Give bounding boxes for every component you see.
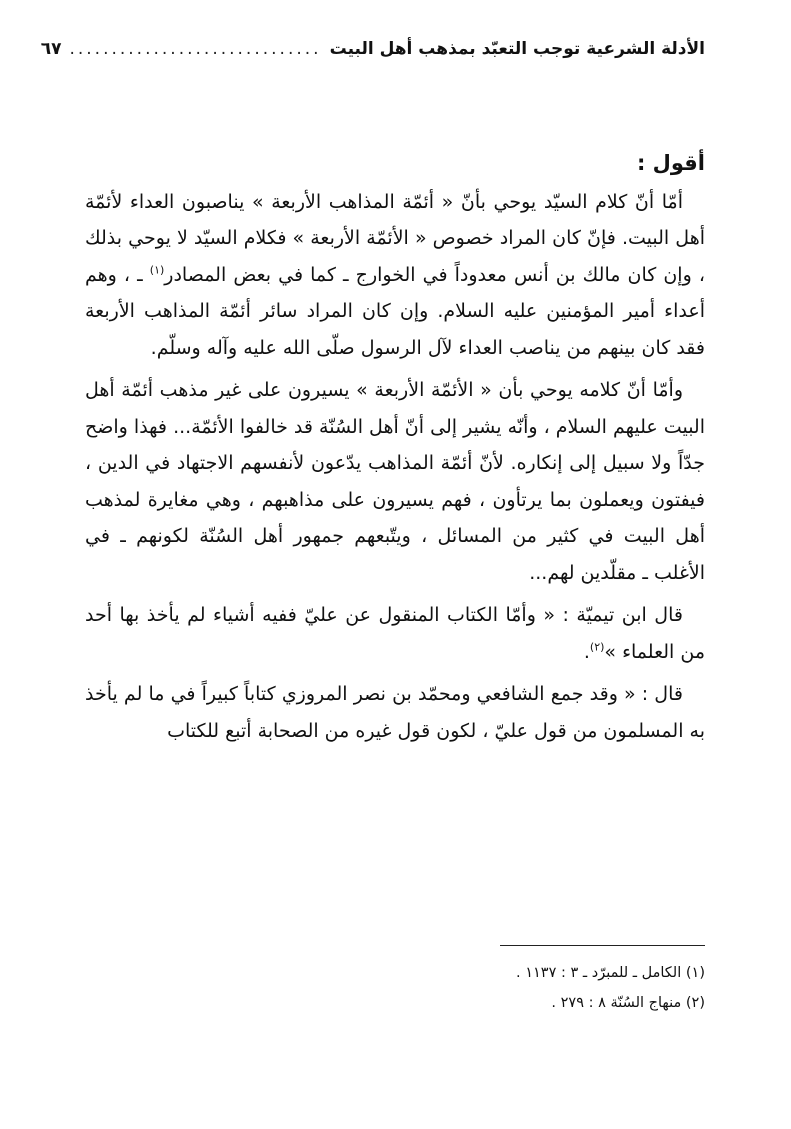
running-header <box>40 34 705 64</box>
footnote-divider <box>500 945 705 946</box>
paragraph-3-text-a: قال ابن تيميّة : « وأمّا الكتاب المنقول عن عليّ ففيه أشياء لم يأخذ بها أحد من العلماء » <box>85 604 705 663</box>
footnote-2: (٢) منهاج السُنّة ٨ : ٢٧٩ . <box>551 995 705 1011</box>
paragraph-4: قال : « وقد جمع الشافعي ومحمّد بن نصر المروزي كتاباً كبيراً في ما لم يأخذ به المسلمون من قول عليّ ، لكون قول غيره من الصحابة أتبع للكتاب <box>85 683 705 742</box>
paragraph-1 <box>85 184 705 367</box>
paragraph-3-text-b: . <box>583 640 590 663</box>
section-heading: أقول : <box>636 151 705 175</box>
footnote-ref-2[interactable]: (٢) <box>589 640 605 654</box>
header-title: الأدلة الشرعية توجب التعبّد بمذهب أهل البيت <box>329 39 705 59</box>
page-number: ٦٧ <box>40 39 62 59</box>
paragraph-1-text-b: ـ ، وهم أعداء أمير المؤمنين عليه السلام. وإن كان المراد سائر أئمّة المذاهب الأربعة فقد كان بينهم من يناصب العداء لآل الرسول صلّى الله عليه وآله وسلّم. <box>85 263 705 359</box>
header-dot-leader: .............................. <box>69 39 322 59</box>
paragraph-2: وأمّا أنّ كلامه يوحي بأن « الأئمّة الأربعة » يسيرون على غير مذهب أئمّة أهل البيت عليهم السلام ، وأنّه يشير إلى أنّ أهل السُنّة قد خالفوا الأئمّة... فهذا واضح جدّاً ولا سبيل إلى إنكاره. لأنّ أئمّة المذاهب يدّعون لأنفسهم الاجتهاد في الدين ، فيفتون ويعملون بما يرتأون ، فهم يسيرون على مذاهبهم ، وهي مغايرة لمذهب أهل البيت في كثير من المسائل ، ويتّبعهم جمهور أهل السُنّة لكونهم ـ في الأغلب ـ مقلّدين لهم... <box>85 379 705 584</box>
footnote-ref-1[interactable]: (١) <box>149 263 165 277</box>
main-text <box>85 145 705 755</box>
footnotes <box>85 958 705 1018</box>
paragraph-3 <box>85 597 705 670</box>
footnote-1: (١) الكامل ـ للمبرّد ـ ٣ : ١١٣٧ . <box>515 965 705 981</box>
paragraph-1-text-a: أمّا أنّ كلام السيّد يوحي بأنّ « أئمّة المذاهب الأربعة » يناصبون العداء لأئمّة أهل البيت. فإنّ كان المراد خصوص « الأئمّة الأربعة » فكلام السيّد لا يوحي بذلك ، وإن كان مالك بن أنس معدوداً في الخوارج ـ كما في بعض المصادر <box>85 190 705 286</box>
